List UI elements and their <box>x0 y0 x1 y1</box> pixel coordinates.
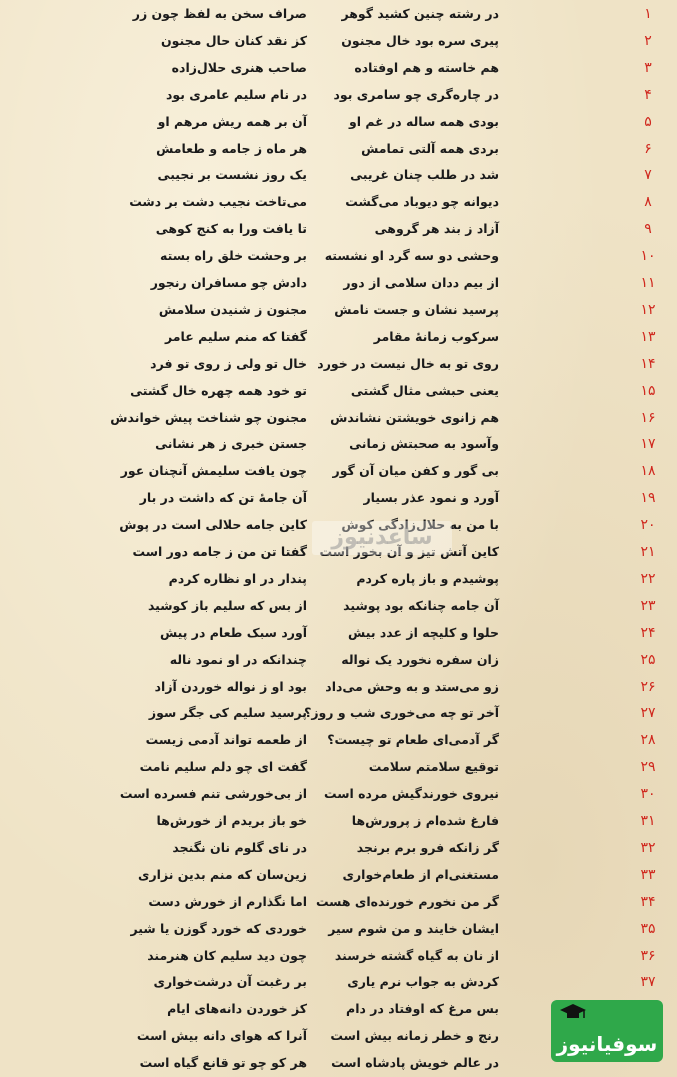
line-number: ۲۷ <box>640 705 656 722</box>
poem-line <box>0 485 677 512</box>
first-hemistich: آن بر همه ریش مرهم او <box>157 113 307 129</box>
line-number: ۱۳ <box>640 328 656 345</box>
poem-line <box>0 109 677 136</box>
poem-line <box>0 458 677 485</box>
poem-line <box>0 781 677 808</box>
line-number: ۲۰ <box>640 517 656 534</box>
logo-text: سوفیانیوز <box>556 1032 658 1056</box>
line-number: ۱ <box>644 6 652 22</box>
second-hemistich: در چاره‌گری چو سامری بود <box>333 86 499 102</box>
first-hemistich: بر وحشت خلق راه بسته <box>160 248 307 264</box>
second-hemistich: دیوانه چو دیوباد می‌گشت <box>345 194 499 210</box>
first-hemistich: تو خود همه چهره خال گشتی <box>130 382 307 398</box>
first-hemistich: دادش چو مسافران رنجور <box>150 275 307 290</box>
line-number: ۳۰ <box>640 786 656 803</box>
second-hemistich: ایشان خایند و من شوم سیر <box>328 920 499 936</box>
poem-line <box>0 943 677 970</box>
first-hemistich: در نای گلوم نان نگنجد <box>172 839 307 855</box>
first-hemistich: یک روز نشست بر نجیبی <box>157 167 307 183</box>
first-hemistich: بر رغبت آن درشت‌خواری <box>153 974 307 990</box>
poem-line <box>0 808 677 835</box>
first-hemistich: خال تو ولی ز روی تو فرد <box>150 355 307 371</box>
poem-line <box>0 620 677 647</box>
second-hemistich: بودی همه ساله در غم او <box>348 113 499 129</box>
line-number: ۳۳ <box>640 866 656 883</box>
poem-line <box>0 82 677 109</box>
second-hemistich: در عالم خویش پادشاه است <box>331 1055 499 1071</box>
second-hemistich: هم خاسته و هم اوفتاده <box>354 59 499 75</box>
poem-line <box>0 297 677 324</box>
second-hemistich: هم زانوی خویشتن نشاندش <box>330 409 499 425</box>
second-hemistich: از نان به گیاه گشته خرسند <box>334 947 499 963</box>
poem-line <box>0 243 677 270</box>
poem-line <box>0 727 677 754</box>
second-hemistich: از بیم ددان سلامی از دور <box>343 275 499 290</box>
poem-line <box>0 405 677 432</box>
first-hemistich: از بی‌خورشی تنم فسرده است <box>119 786 307 802</box>
line-number: ۱۲ <box>640 301 656 318</box>
line-number: ۹ <box>644 221 652 238</box>
first-hemistich: پرسید سلیم کی جگر سوز <box>148 705 307 721</box>
second-hemistich: آورد و نمود عذر بسیار <box>363 490 499 506</box>
watermark <box>312 521 452 555</box>
second-hemistich: کردش به جواب نرم یاری <box>347 974 499 990</box>
line-number: ۳۲ <box>640 839 656 856</box>
poem-line <box>0 55 677 82</box>
first-hemistich: مجنون چو شناخت پیش خواندش <box>110 409 307 425</box>
line-number: ۲۲ <box>640 570 656 587</box>
second-hemistich: وآسود به صحبتش زمانی <box>349 436 499 452</box>
first-hemistich: زین‌سان که منم بدین نزاری <box>138 866 307 882</box>
poem-line <box>0 674 677 701</box>
poem-line <box>0 916 677 943</box>
poem-line <box>0 431 677 458</box>
poem-line <box>0 324 677 351</box>
site-logo <box>551 1000 663 1062</box>
first-hemistich: بود او ز نواله خوردن آزاد <box>154 678 307 694</box>
poem-line <box>0 1 677 28</box>
second-hemistich: توقیع سلامتم سلامت <box>368 759 499 775</box>
poem-line <box>0 136 677 163</box>
first-hemistich: آورد سبک طعام در پیش <box>159 624 307 640</box>
second-hemistich: پرسید نشان و جست نامش <box>334 301 499 317</box>
second-hemistich: زان سفره نخورد یک نواله <box>341 651 499 667</box>
first-hemistich: صراف سخن به لفظ چون زر <box>132 6 307 21</box>
poem-line <box>0 700 677 727</box>
line-number: ۲۶ <box>640 678 656 695</box>
line-number: ۱۰ <box>640 248 656 265</box>
first-hemistich: چون دید سلیم کان هنرمند <box>147 947 307 963</box>
line-number: ۲۵ <box>640 651 656 668</box>
poem-line <box>0 835 677 862</box>
line-number: ۳۴ <box>640 893 656 910</box>
first-hemistich: در نام سلیم عامری بود <box>165 86 307 102</box>
second-hemistich: سرکوب زمانهٔ مقامر <box>373 328 499 344</box>
line-number: ۳۷ <box>640 974 656 991</box>
first-hemistich: کاین جامه حلالی است در پوش <box>119 517 307 533</box>
first-hemistich: کز خوردن دانه‌های ایام <box>167 1001 307 1017</box>
line-number: ۱۸ <box>640 463 656 480</box>
line-number: ۳۶ <box>640 947 656 964</box>
second-hemistich: کاین آتش تیز و آن بخور است <box>319 544 499 559</box>
poem-line <box>0 216 677 243</box>
watermark-text: ساعدنیوز <box>331 525 433 550</box>
poem-line <box>0 162 677 189</box>
line-number: ۷ <box>644 167 652 184</box>
first-hemistich: از بس که سلیم باز کوشید <box>147 597 307 613</box>
second-hemistich: بس مرغ که اوفتاد در دام <box>346 1001 499 1017</box>
second-hemistich: آخر تو چه می‌خوری شب و روز؟ <box>304 705 499 721</box>
first-hemistich: چندانکه در او نمود ناله <box>169 651 307 667</box>
line-number: ۲۳ <box>640 597 656 614</box>
first-hemistich: صاحب هنری حلال‌زاده <box>171 59 307 75</box>
second-hemistich: نیروی خورندگیش مرده است <box>324 786 499 802</box>
second-hemistich: زو می‌ستد و به وحش می‌داد <box>325 678 499 694</box>
line-number: ۲۴ <box>640 624 656 641</box>
line-number: ۱۶ <box>640 409 656 426</box>
poem-line <box>0 862 677 889</box>
line-number: ۸ <box>644 194 652 211</box>
first-hemistich: تا یافت ورا به کنج کوهی <box>155 221 307 237</box>
poem-line <box>0 969 677 996</box>
first-hemistich: می‌تاخت نجیب دشت بر دشت <box>129 194 307 210</box>
second-hemistich: بردی همه آلتی تمامش <box>361 140 499 156</box>
first-hemistich: چون یافت سلیمش آنچنان عور <box>120 463 307 479</box>
line-number: ۱۴ <box>640 355 656 372</box>
poem-line <box>0 189 677 216</box>
first-hemistich: گفتا که منم سلیم عامر <box>164 328 307 344</box>
first-hemistich: خوردی که خورد گوزن یا شیر <box>130 920 307 936</box>
second-hemistich: آزاد ز بند هر گروهی <box>374 221 499 237</box>
second-hemistich: فارغ شده‌ام ز پرورش‌ها <box>351 813 499 828</box>
second-hemistich: با من به حلال‌زادگی کوش <box>341 517 499 533</box>
line-number: ۲۹ <box>640 759 656 776</box>
second-hemistich: گر زانکه فرو برم برنجد <box>356 839 499 855</box>
second-hemistich: آن جامه چنانکه بود پوشید <box>343 597 499 613</box>
first-hemistich: خو باز بریدم از خورش‌ها <box>156 813 307 828</box>
second-hemistich: بی گور و کفن میان آن گور <box>332 463 499 479</box>
second-hemistich: روی تو به خال نیست در خورد <box>317 355 499 371</box>
second-hemistich: مستغنی‌ام از طعام‌خواری <box>342 866 499 882</box>
first-hemistich: مجنون ز شنیدن سلامش <box>158 301 307 317</box>
line-number: ۱۵ <box>640 382 656 399</box>
second-hemistich: در رشته چنین کشید گوهر <box>341 6 499 21</box>
poem-line <box>0 593 677 620</box>
first-hemistich: آنرا که هوای دانه بیش است <box>136 1028 307 1044</box>
line-number: ۱۷ <box>640 436 656 453</box>
line-number: ۲۱ <box>640 544 656 560</box>
line-number: ۵ <box>644 113 652 130</box>
second-hemistich: رنج و خطر زمانه بیش است <box>330 1028 499 1044</box>
first-hemistich: اما نگذارم از خورش دست <box>148 893 307 909</box>
poem-line <box>0 754 677 781</box>
graduation-cap-icon <box>559 1002 587 1022</box>
poem-line <box>0 566 677 593</box>
second-hemistich: گر آدمی‌ای طعام تو چیست؟ <box>327 732 499 748</box>
line-number: ۳۵ <box>640 920 656 937</box>
first-hemistich: آن جامهٔ تن که داشت در بار <box>139 490 307 506</box>
first-hemistich: هر کو چو تو قانع گیاه است <box>139 1055 307 1071</box>
line-number: ۱۹ <box>640 490 656 507</box>
poem-line <box>0 28 677 55</box>
first-hemistich: جستن خبری ز هر نشانی <box>155 436 307 452</box>
line-number: ۱۱ <box>640 275 656 291</box>
first-hemistich: پندار در او نظاره کردم <box>168 570 307 586</box>
first-hemistich: گفتا تن من ز جامه دور است <box>132 544 307 559</box>
line-number: ۳۱ <box>640 813 656 829</box>
first-hemistich: از طعمه تواند آدمی زیست <box>145 732 307 748</box>
line-number: ۴ <box>644 86 652 103</box>
poem-line <box>0 378 677 405</box>
second-hemistich: یعنی حبشی مثال گشتی <box>350 382 499 398</box>
second-hemistich: شد در طلب چنان غریبی <box>350 167 499 183</box>
second-hemistich: پیری سره بود خال مجنون <box>341 32 499 48</box>
poem-line <box>0 270 677 297</box>
line-number: ۶ <box>644 140 652 157</box>
first-hemistich: کز نقد کنان حال مجنون <box>160 32 307 48</box>
poem-line <box>0 889 677 916</box>
first-hemistich: هر ماه ز جامه و طعامش <box>156 140 307 156</box>
second-hemistich: وحشی دو سه گرد او نشسته <box>324 248 499 264</box>
second-hemistich: حلوا و کلیچه از عدد بیش <box>348 624 499 640</box>
second-hemistich: پوشیدم و باز پاره کردم <box>356 570 499 586</box>
line-number: ۳ <box>644 59 652 76</box>
line-number: ۲۸ <box>640 732 656 749</box>
second-hemistich: گر من نخورم خورنده‌ای هست <box>315 893 499 909</box>
line-number: ۲ <box>644 32 652 49</box>
poem-line <box>0 351 677 378</box>
poem-line <box>0 647 677 674</box>
first-hemistich: گفت ای چو دلم سلیم نامت <box>139 759 307 775</box>
